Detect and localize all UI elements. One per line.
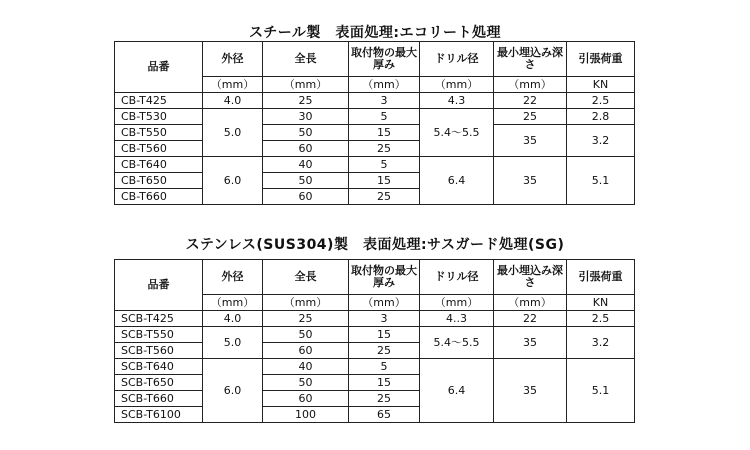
part-number-cell: SCB-T425 xyxy=(115,311,203,327)
outer-diameter-cell: 4.0 xyxy=(203,311,263,327)
thickness-cell: 15 xyxy=(349,125,420,141)
length-cell: 50 xyxy=(263,173,349,189)
part-number-cell: SCB-T560 xyxy=(115,343,203,359)
depth-cell: 22 xyxy=(494,311,567,327)
header-max-thickness: 取付物の最大厚み xyxy=(349,260,420,295)
unit-cell: KN xyxy=(567,295,635,311)
part-number-cell: SCB-T650 xyxy=(115,375,203,391)
stainless-spec-table xyxy=(114,259,635,423)
unit-cell: （mm） xyxy=(349,295,420,311)
thickness-cell: 5 xyxy=(349,157,420,173)
length-cell: 50 xyxy=(263,327,349,343)
depth-cell: 35 xyxy=(494,157,567,205)
thickness-cell: 15 xyxy=(349,327,420,343)
thickness-cell: 25 xyxy=(349,141,420,157)
unit-cell: （mm） xyxy=(420,295,494,311)
length-cell: 40 xyxy=(263,157,349,173)
header-row xyxy=(115,260,635,295)
load-cell: 5.1 xyxy=(567,359,635,423)
unit-cell: （mm） xyxy=(494,295,567,311)
part-number-cell: CB-T550 xyxy=(115,125,203,141)
thickness-cell: 15 xyxy=(349,375,420,391)
part-number-cell: CB-T425 xyxy=(115,93,203,109)
thickness-cell: 5 xyxy=(349,109,420,125)
table-row xyxy=(115,109,635,125)
outer-diameter-cell: 4.0 xyxy=(203,93,263,109)
unit-cell: （mm） xyxy=(494,77,567,93)
load-cell: 2.5 xyxy=(567,93,635,109)
header-tensile-load: 引張荷重 xyxy=(567,42,635,77)
table-row xyxy=(115,93,635,109)
length-cell: 25 xyxy=(263,311,349,327)
unit-cell: （mm） xyxy=(203,77,263,93)
thickness-cell: 5 xyxy=(349,359,420,375)
header-tensile-load: 引張荷重 xyxy=(567,260,635,295)
load-cell: 2.8 xyxy=(567,109,635,125)
length-cell: 30 xyxy=(263,109,349,125)
outer-diameter-cell: 6.0 xyxy=(203,359,263,423)
unit-cell: （mm） xyxy=(263,295,349,311)
length-cell: 60 xyxy=(263,343,349,359)
unit-cell: KN xyxy=(567,77,635,93)
load-cell: 2.5 xyxy=(567,311,635,327)
length-cell: 50 xyxy=(263,375,349,391)
outer-diameter-cell: 5.0 xyxy=(203,109,263,157)
length-cell: 60 xyxy=(263,141,349,157)
table-row xyxy=(115,125,635,141)
header-part-number: 品番 xyxy=(115,42,203,93)
part-number-cell: SCB-T6100 xyxy=(115,407,203,423)
thickness-cell: 25 xyxy=(349,391,420,407)
part-number-cell: SCB-T660 xyxy=(115,391,203,407)
drill-cell: 4.3 xyxy=(420,93,494,109)
table-row xyxy=(115,359,635,375)
drill-cell: 6.4 xyxy=(420,359,494,423)
length-cell: 60 xyxy=(263,189,349,205)
header-max-thickness: 取付物の最大厚み xyxy=(349,42,420,77)
thickness-cell: 65 xyxy=(349,407,420,423)
load-cell: 3.2 xyxy=(567,125,635,157)
depth-cell: 35 xyxy=(494,359,567,423)
part-number-cell: CB-T530 xyxy=(115,109,203,125)
outer-diameter-cell: 6.0 xyxy=(203,157,263,205)
length-cell: 50 xyxy=(263,125,349,141)
header-row xyxy=(115,42,635,77)
header-part-number: 品番 xyxy=(115,260,203,311)
thickness-cell: 15 xyxy=(349,173,420,189)
outer-diameter-cell: 5.0 xyxy=(203,327,263,359)
drill-cell: 6.4 xyxy=(420,157,494,205)
table-row xyxy=(115,311,635,327)
part-number-cell: SCB-T550 xyxy=(115,327,203,343)
header-drill-diameter: ドリル径 xyxy=(420,42,494,77)
depth-cell: 35 xyxy=(494,327,567,359)
drill-cell: 5.4～5.5 xyxy=(420,327,494,359)
part-number-cell: SCB-T640 xyxy=(115,359,203,375)
header-total-length: 全長 xyxy=(263,42,349,77)
length-cell: 40 xyxy=(263,359,349,375)
part-number-cell: CB-T640 xyxy=(115,157,203,173)
depth-cell: 25 xyxy=(494,109,567,125)
thickness-cell: 3 xyxy=(349,93,420,109)
header-total-length: 全長 xyxy=(263,260,349,295)
header-min-embed-depth: 最小埋込み深さ xyxy=(494,260,567,295)
unit-cell: （mm） xyxy=(263,77,349,93)
steel-table-title: スチール製 表面処理:エコリート処理 xyxy=(248,25,502,41)
table-row xyxy=(115,157,635,173)
depth-cell: 35 xyxy=(494,125,567,157)
header-drill-diameter: ドリル径 xyxy=(420,260,494,295)
thickness-cell: 25 xyxy=(349,189,420,205)
steel-spec-table xyxy=(114,41,635,205)
table-row xyxy=(115,327,635,343)
load-cell: 3.2 xyxy=(567,327,635,359)
part-number-cell: CB-T560 xyxy=(115,141,203,157)
depth-cell: 22 xyxy=(494,93,567,109)
drill-cell: 4..3 xyxy=(420,311,494,327)
length-cell: 100 xyxy=(263,407,349,423)
thickness-cell: 3 xyxy=(349,311,420,327)
thickness-cell: 25 xyxy=(349,343,420,359)
part-number-cell: CB-T660 xyxy=(115,189,203,205)
drill-cell: 5.4～5.5 xyxy=(420,109,494,157)
unit-cell: （mm） xyxy=(349,77,420,93)
length-cell: 60 xyxy=(263,391,349,407)
length-cell: 25 xyxy=(263,93,349,109)
unit-cell: （mm） xyxy=(203,295,263,311)
load-cell: 5.1 xyxy=(567,157,635,205)
unit-cell: （mm） xyxy=(420,77,494,93)
header-outer-diameter: 外径 xyxy=(203,260,263,295)
header-min-embed-depth: 最小埋込み深さ xyxy=(494,42,567,77)
header-outer-diameter: 外径 xyxy=(203,42,263,77)
part-number-cell: CB-T650 xyxy=(115,173,203,189)
stainless-table-title: ステンレス(SUS304)製 表面処理:サスガード処理(SG) xyxy=(185,237,565,253)
